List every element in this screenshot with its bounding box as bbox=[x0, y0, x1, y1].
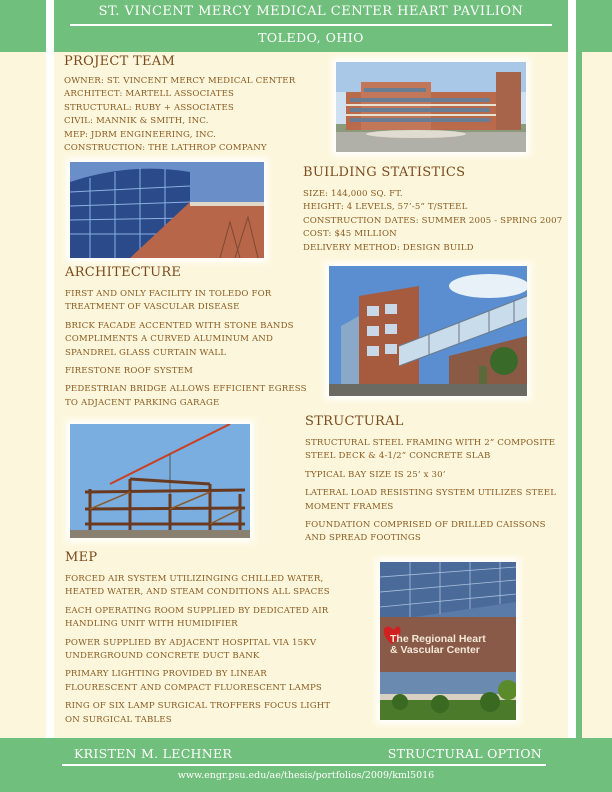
stat-delivery-method: DELIVERY METHOD: DESIGN BUILD bbox=[303, 242, 474, 253]
structural-item: STRUCTURAL STEEL FRAMING WITH 2” COMPOSITE STEEL DECK & 4-1/2” CONCRETE SLAB bbox=[305, 438, 556, 462]
structural-heading: STRUCTURAL bbox=[305, 414, 404, 429]
structural-list bbox=[305, 437, 567, 551]
structural-item: TYPICAL BAY SIZE IS 25’ x 30’ bbox=[305, 469, 446, 480]
left-white-stripe bbox=[46, 0, 54, 792]
photo-pedestrian-bridge bbox=[329, 266, 527, 396]
stat-size: SIZE: 144,000 SQ. FT. bbox=[303, 189, 403, 199]
structural-item: FOUNDATION COMPRISED OF DRILLED CAISSONS AND SPREAD FOOTINGS bbox=[305, 520, 546, 544]
thesis-option: STRUCTURAL OPTION bbox=[387, 746, 542, 761]
team-owner: OWNER: ST. VINCENT MERCY MEDICAL CENTER bbox=[64, 76, 296, 86]
header-bar bbox=[54, 0, 568, 52]
photo-center-signage bbox=[380, 562, 516, 720]
structural-item: LATERAL LOAD RESISTING SYSTEM UTILIZES STEEL MOMENT FRAMES bbox=[305, 488, 557, 512]
architecture-list bbox=[65, 288, 307, 415]
left-cream-strip bbox=[0, 52, 46, 738]
stat-construction-dates: CONSTRUCTION DATES: SUMMER 2005 - SPRING 2007 bbox=[303, 215, 563, 226]
team-construction: CONSTRUCTION: THE LATHROP COMPANY bbox=[64, 143, 267, 154]
portfolio-url[interactable]: www.engr.psu.edu/ae/thesis/portfolios/2009/kml5016 bbox=[177, 770, 435, 781]
architecture-heading: ARCHITECTURE bbox=[65, 265, 182, 280]
architecture-item: FIRESTONE ROOF SYSTEM bbox=[65, 366, 193, 377]
project-team-list bbox=[64, 75, 295, 155]
right-white-stripe bbox=[568, 0, 576, 792]
stat-cost: COST: $45 MILLION bbox=[303, 229, 397, 240]
stat-height: HEIGHT: 4 LEVELS, 57’-5” T/STEEL bbox=[303, 202, 468, 213]
mep-heading: MEP bbox=[65, 550, 98, 565]
mep-item: EACH OPERATING ROOM SUPPLIED BY DEDICATED AIR HANDLING UNIT WITH HUMIDIFIER bbox=[65, 605, 329, 630]
architecture-item: BRICK FACADE ACCENTED WITH STONE BANDS COMPLIMENTS A CURVED ALUMINUM AND SPANDREL GLASS CURTAIN WALL bbox=[65, 320, 294, 358]
page-title: ST. VINCENT MERCY MEDICAL CENTER HEART PAVILION bbox=[98, 4, 524, 19]
author-name: KRISTEN M. LECHNER bbox=[74, 746, 233, 761]
photo-steel-frame bbox=[70, 424, 250, 538]
team-civil: CIVIL: MANNIK & SMITH, INC. bbox=[64, 116, 209, 127]
signage-line-2: & Vascular Center bbox=[390, 644, 480, 656]
architecture-item: FIRST AND ONLY FACILITY IN TOLEDO FOR TREATMENT OF VASCULAR DISEASE bbox=[65, 289, 272, 313]
project-team-heading: PROJECT TEAM bbox=[64, 54, 176, 69]
signage-text bbox=[390, 634, 514, 656]
team-mep: MEP: JDRM ENGINEERING, INC. bbox=[64, 129, 217, 140]
team-structural: STRUCTURAL: RUBY + ASSOCIATES bbox=[64, 102, 234, 113]
main-content bbox=[54, 52, 568, 738]
page-subtitle: TOLEDO, OHIO bbox=[258, 30, 364, 45]
mep-item: PRIMARY LIGHTING PROVIDED BY LINEAR FLOURESCENT AND COMPACT FLUORESCENT LAMPS bbox=[65, 669, 322, 693]
mep-item: POWER SUPPLIED BY ADJACENT HOSPITAL VIA 15KV UNDERGROUND CONCRETE DUCT BANK bbox=[65, 637, 317, 662]
building-statistics-heading: BUILDING STATISTICS bbox=[303, 165, 466, 180]
footer-bar bbox=[0, 738, 612, 792]
signage-line-1: The Regional Heart bbox=[390, 633, 486, 645]
building-statistics-list bbox=[303, 188, 562, 255]
photo-curved-glass-wall bbox=[70, 162, 264, 258]
header-divider bbox=[70, 24, 552, 26]
mep-item: FORCED AIR SYSTEM UTILIZINGING CHILLED WATER, HEATED WATER, AND STEAM CONDITIONS ALL SPACES bbox=[65, 574, 330, 598]
mep-list bbox=[65, 573, 355, 732]
right-cream-strip bbox=[582, 52, 612, 738]
team-architect: ARCHITECT: MARTELL ASSOCIATES bbox=[64, 89, 235, 100]
architecture-item: PEDESTRIAN BRIDGE ALLOWS EFFICIENT EGRESS TO ADJACENT PARKING GARAGE bbox=[65, 384, 307, 408]
photo-hospital-exterior bbox=[336, 62, 526, 152]
footer-divider bbox=[62, 764, 546, 766]
mep-item: RING OF SIX LAMP SURGICAL TROFFERS FOCUS LIGHT ON SURGICAL TABLES bbox=[65, 701, 331, 725]
